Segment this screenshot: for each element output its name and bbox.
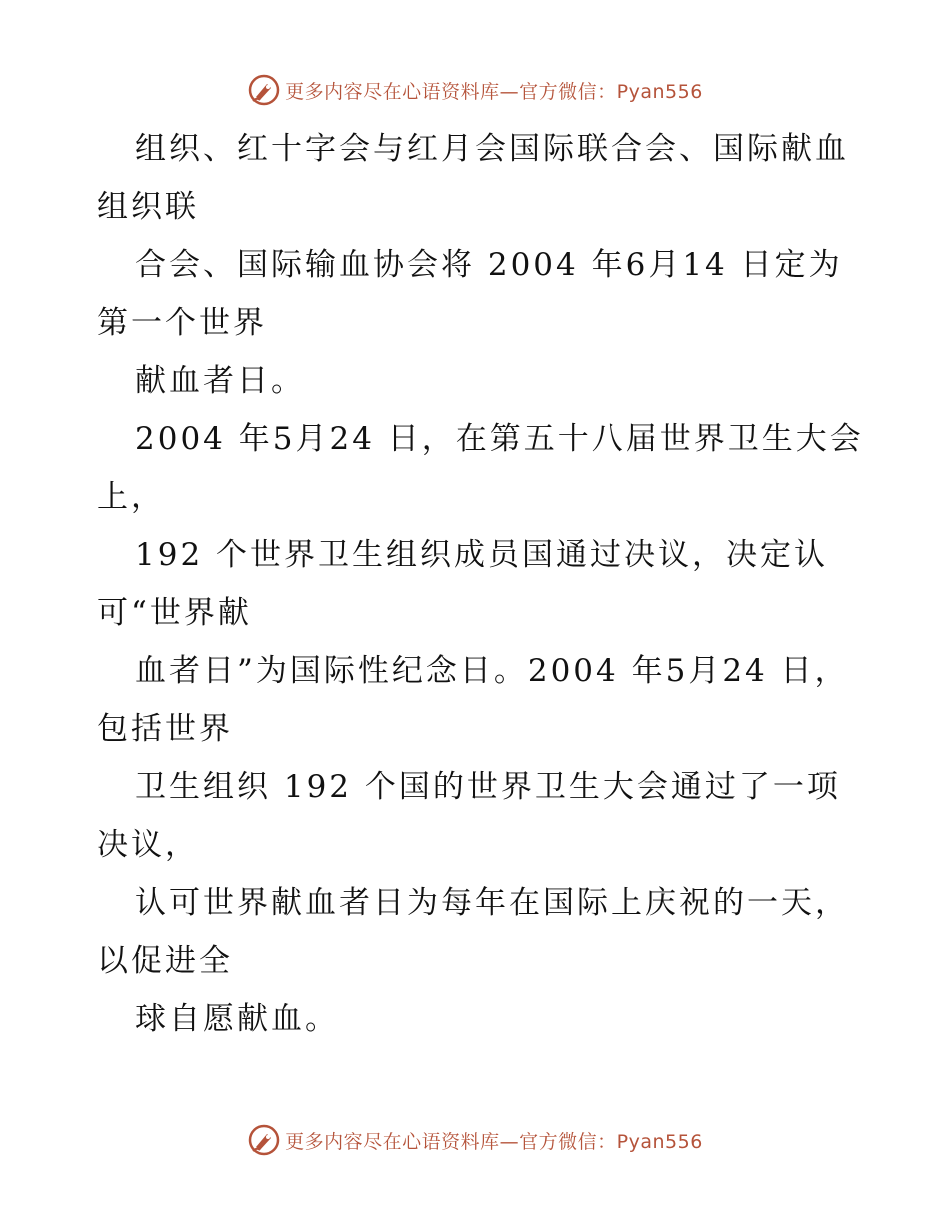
- pen-nib-logo-icon: [247, 73, 281, 107]
- text-line: 血者日”为国际性纪念日。2004 年5月24 日，: [135, 653, 849, 689]
- text-line: 包括世界: [97, 711, 233, 747]
- text-line: 献血者日。: [135, 363, 305, 399]
- text-line: 上，: [97, 479, 165, 515]
- header-banner: [0, 70, 950, 110]
- text-line: 第一个世界: [97, 305, 267, 341]
- text-line: 认可世界献血者日为每年在国际上庆祝的一天，: [135, 885, 849, 921]
- footer-banner: [0, 1120, 950, 1160]
- header-text: 更多内容尽在心语资料库—官方微信：Pyan556: [285, 80, 703, 103]
- text-line: 球自愿献血。: [135, 1001, 339, 1037]
- text-line: 组织联: [97, 189, 199, 225]
- text-line: 卫生组织 192 个国的世界卫生大会通过了一项: [135, 769, 841, 805]
- text-line: 2004 年5月24 日，在第五十八届世界卫生大会: [135, 421, 864, 457]
- text-line: 192 个世界卫生组织成员国通过决议，决定认: [135, 537, 829, 573]
- document-body: [97, 120, 877, 1048]
- text-line: 合会、国际输血协会将 2004 年6月14 日定为: [135, 247, 843, 283]
- pen-nib-logo-icon: [247, 1123, 281, 1157]
- text-line: 组织、红十字会与红月会国际联合会、国际献血: [135, 131, 849, 167]
- text-line: 可“世界献: [97, 595, 252, 631]
- footer-text: 更多内容尽在心语资料库—官方微信：Pyan556: [285, 1130, 703, 1153]
- text-line: 以促进全: [97, 943, 233, 979]
- text-line: 决议，: [97, 827, 199, 863]
